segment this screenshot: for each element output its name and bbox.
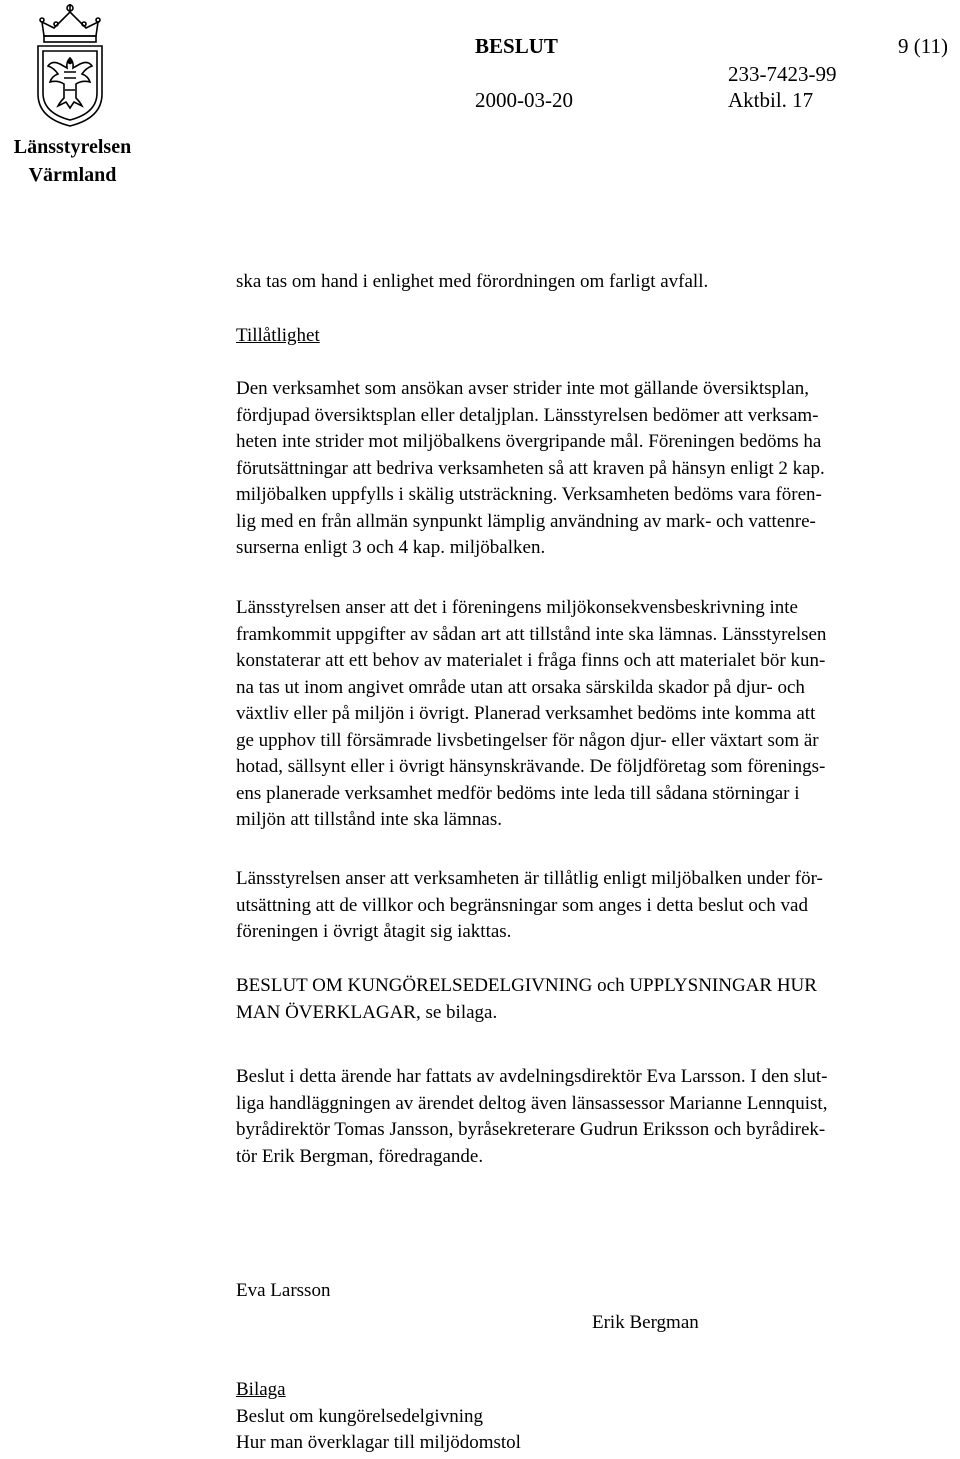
case-number: 233-7423-99 (728, 62, 837, 86)
paragraph-3: Länsstyrelsen anser att verksamheten är tillåtlig enligt miljöbalken under för- utsättning att de villkor och begränsningar som anges i detta beslut och vad föreningen i övrigt åtagit sig iakttas. (236, 868, 823, 942)
paragraph-1: Den verksamhet som ansökan avser strider inte mot gällande översiktsplan, fördjupad översiktsplan eller detaljplan. Länsstyrelsen bedömer att verksam- heten inte strider mot miljöbalkens övergripande mål. Föreningen bedöms ha förutsättningar att bedriva verksamheten så att kraven på hänsyn enligt 2 kap. miljöbalken uppfylls i skälig utsträckning. Verksamheten bedöms vara fören- lig med en från allmän synpunkt lämplig användning av mark- och vattenre- surserna enligt 3 och 4 kap. miljöbalken. (236, 378, 825, 558)
document-type: BESLUT (475, 34, 558, 58)
signature-2: Erik Bergman (592, 1312, 699, 1333)
intro-line: ska tas om hand i enlighet med förordningen om farligt avfall. (236, 271, 709, 292)
section-heading: Tillåtlighet (236, 325, 320, 346)
organization-region: Värmland (28, 164, 117, 186)
organization-name: Länsstyrelsen (13, 136, 132, 158)
page-number: 9 (11) (898, 34, 948, 58)
attachment-item: Hur man överklagar till miljödomstol (236, 1432, 521, 1453)
paragraph-2: Länsstyrelsen anser att det i föreningens miljökonsekvensbeskrivning inte framkommit uppgifter av sådan art att tillstånd inte ska lämnas. Länsstyrelsen konstaterar att ett behov av materialet i fråga finns och att materialet bör kun- na tas ut inom angivet område utan att orsaka särskilda skador på djur- och växtliv eller på miljön i övrigt. Planerad verksamhet bedöms inte komma att ge upphov till försämrade livsbetingelser för någon djur- eller växtart som är hotad, sällsynt eller i övrigt hänsynskrävande. De följdföretag som förenings- ens planerade verksamhet medför bedöms inte leda till sådana störningar i miljön att tillstånd inte ska lämnas. (236, 597, 827, 830)
attachment-heading: Bilaga (236, 1379, 286, 1400)
attachment-item: Beslut om kungörelsedelgivning (236, 1406, 483, 1427)
signature-1: Eva Larsson (236, 1280, 331, 1301)
appendix-number: Aktbil. 17 (728, 88, 814, 112)
document-date: 2000-03-20 (475, 88, 573, 112)
paragraph-5: Beslut i detta ärende har fattats av avdelningsdirektör Eva Larsson. I den slut- liga handläggningen av ärendet deltog även länsassessor Marianne Lennquist, byrådirektör Tomas Jansson, byråsekreterare Gudrun Eriksson och byrådirek- tör Erik Bergman, föredragande. (236, 1066, 828, 1167)
paragraph-4: BESLUT OM KUNGÖRELSEDELGIVNING och UPPLYSNINGAR HUR MAN ÖVERKLAGAR, se bilaga. (236, 975, 817, 1023)
coat-of-arms-icon (30, 2, 110, 130)
